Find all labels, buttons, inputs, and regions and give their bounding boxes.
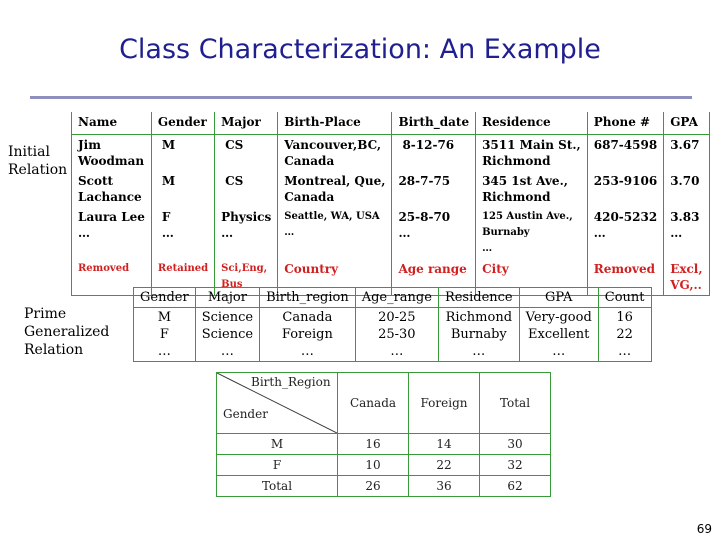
table-cell: Richmond Burnaby …	[438, 308, 519, 362]
column-header: Birth-Place	[278, 112, 392, 135]
table-cell: 253-9106	[587, 171, 663, 207]
crosstab-table	[216, 372, 551, 497]
action-cell: Removed	[587, 259, 663, 296]
table-header-row	[72, 112, 710, 135]
initial-relation-label	[8, 143, 67, 179]
crosstab-row	[217, 455, 551, 476]
table-cell: 25-8-70 …	[392, 207, 476, 259]
table-cell: Laura Lee …	[72, 207, 152, 259]
action-cell: Sci,Eng, Bus	[215, 259, 278, 296]
crosstab-cell: 32	[480, 455, 551, 476]
table-cell: 3.67	[664, 135, 709, 172]
column-header: GPA	[519, 288, 598, 308]
action-cell: Country	[278, 259, 392, 296]
crosstab-row-label: Total	[217, 476, 338, 497]
corner-row-label: Gender	[223, 407, 268, 421]
title-divider	[30, 96, 692, 99]
column-header: Name	[72, 112, 152, 135]
table-cell: 20-25 25-30 …	[355, 308, 438, 362]
table-cell: Science Science …	[195, 308, 259, 362]
crosstab-cell: 14	[409, 434, 480, 455]
column-header: Count	[598, 288, 651, 308]
action-cell: Age range	[392, 259, 476, 296]
table-cell: 3511 Main St., Richmond	[476, 135, 588, 172]
crosstab-cell: 16	[338, 434, 409, 455]
column-header: Birth_region	[260, 288, 356, 308]
table-cell: Canada Foreign …	[260, 308, 356, 362]
crosstab-column-header: Total	[480, 373, 551, 434]
crosstab-cell: 26	[338, 476, 409, 497]
label-line: Relation	[24, 342, 84, 358]
crosstab-row	[217, 434, 551, 455]
table-row	[72, 207, 710, 259]
crosstab-row	[217, 476, 551, 497]
table-cell: Scott Lachance	[72, 171, 152, 207]
table-cell: M	[151, 171, 214, 207]
table-cell: CS	[215, 135, 278, 172]
column-header: Phone #	[587, 112, 663, 135]
table-cell: 345 1st Ave., Richmond	[476, 171, 588, 207]
crosstab-row-label: M	[217, 434, 338, 455]
crosstab-column-header: Canada	[338, 373, 409, 434]
prime-relation-label	[24, 305, 109, 359]
crosstab-cell: 22	[409, 455, 480, 476]
label-line: Prime	[24, 306, 67, 322]
crosstab-header-row	[217, 373, 551, 434]
table-cell: Very-good Excellent …	[519, 308, 598, 362]
table-header-row	[134, 288, 652, 308]
action-cell: Excl, VG,..	[664, 259, 709, 296]
table-cell: Physics …	[215, 207, 278, 259]
column-header: Age_range	[355, 288, 438, 308]
action-cell: Removed	[72, 259, 152, 296]
label-line: Initial	[8, 144, 50, 160]
table-cell: Montreal, Que, Canada	[278, 171, 392, 207]
prime-generalized-table	[133, 287, 652, 362]
column-header: Major	[215, 112, 278, 135]
column-header: GPA	[664, 112, 709, 135]
action-cell: City	[476, 259, 588, 296]
crosstab-column-header: Foreign	[409, 373, 480, 434]
crosstab-cell: 10	[338, 455, 409, 476]
table-row	[72, 135, 710, 172]
corner-column-label: Birth_Region	[251, 375, 331, 389]
page-number: 69	[696, 522, 712, 536]
crosstab-cell: 30	[480, 434, 551, 455]
table-cell: Vancouver,BC, Canada	[278, 135, 392, 172]
column-header: Gender	[151, 112, 214, 135]
table-cell: 420-5232 …	[587, 207, 663, 259]
table-cell: Seattle, WA, USA …	[278, 207, 392, 259]
crosstab-cell: 62	[480, 476, 551, 497]
table-cell: 3.83 …	[664, 207, 709, 259]
table-cell: M	[151, 135, 214, 172]
column-header: Gender	[134, 288, 196, 308]
crosstab-row-label: F	[217, 455, 338, 476]
table-cell: 16 22 …	[598, 308, 651, 362]
table-cell: 8-12-76	[392, 135, 476, 172]
table-cell: Jim Woodman	[72, 135, 152, 172]
table-cell: F …	[151, 207, 214, 259]
table-cell: 3.70	[664, 171, 709, 207]
slide-title: Class Characterization: An Example	[119, 34, 601, 65]
table-row	[134, 308, 652, 362]
table-cell: CS	[215, 171, 278, 207]
column-header: Birth_date	[392, 112, 476, 135]
column-header: Residence	[476, 112, 588, 135]
action-cell: Retained	[151, 259, 214, 296]
table-row	[72, 171, 710, 207]
table-cell: 125 Austin Ave., Burnaby …	[476, 207, 588, 259]
label-line: Generalized	[24, 324, 110, 340]
table-cell: 687-4598	[587, 135, 663, 172]
crosstab-corner	[217, 373, 338, 434]
column-header: Residence	[438, 288, 519, 308]
initial-relation-table	[71, 112, 710, 296]
label-line: Relation	[8, 162, 68, 178]
table-cell: M F …	[134, 308, 196, 362]
column-header: Major	[195, 288, 259, 308]
table-cell: 28-7-75	[392, 171, 476, 207]
crosstab-cell: 36	[409, 476, 480, 497]
